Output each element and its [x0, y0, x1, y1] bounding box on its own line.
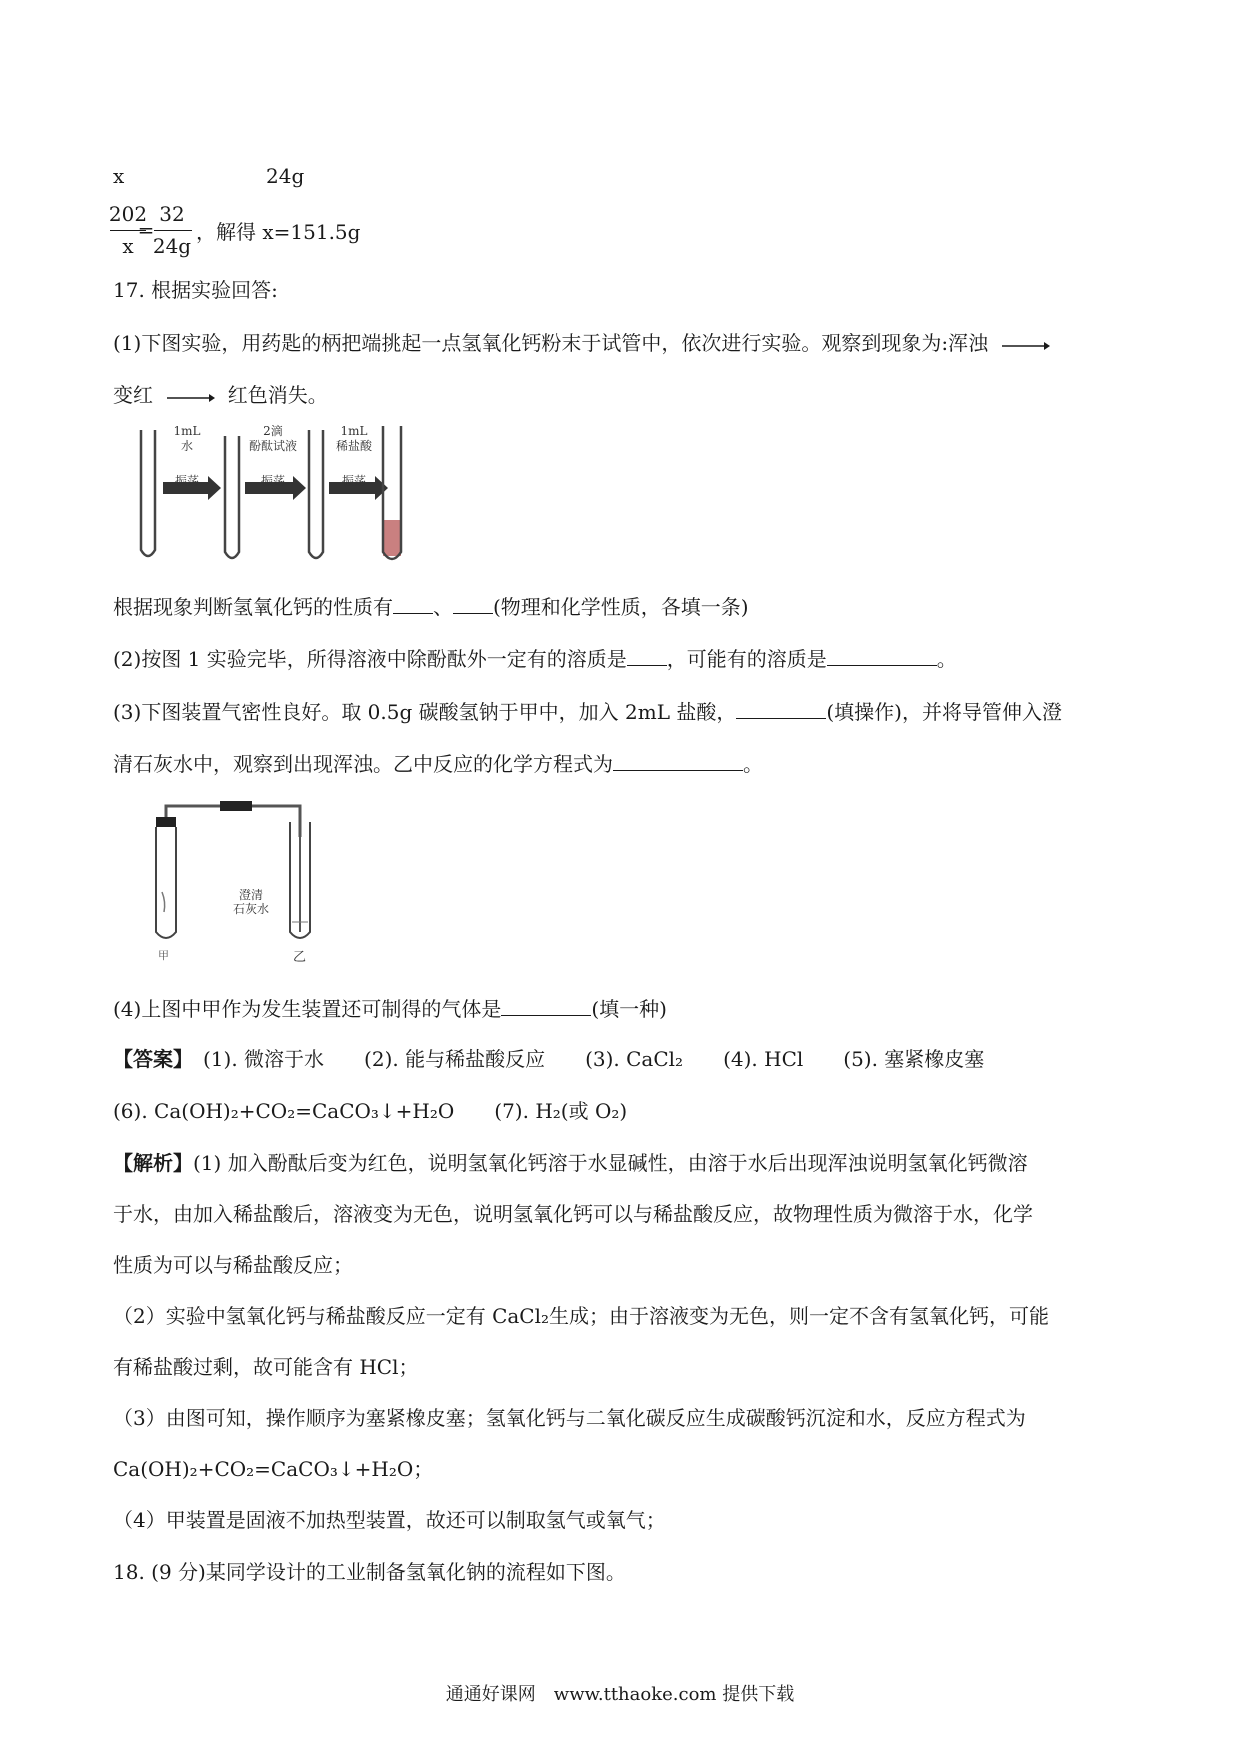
calc-result: ，解得 x=151.5g: [196, 220, 361, 244]
q17-p2: [113, 645, 957, 671]
answer-blank[interactable]: [501, 995, 591, 1016]
q17-p2-text-a: (2)按图 1 实验完毕，所得溶液中除酚酞外一定有的溶质是: [113, 647, 627, 671]
step-2-labels: [243, 424, 303, 489]
step-2-reagent: 酚酞试液: [248, 439, 297, 453]
analysis-label: 【解析】: [113, 1151, 193, 1175]
label-yi: 乙: [293, 950, 307, 965]
limewater-label: [226, 888, 276, 916]
q17-p1-red-disappears: 红色消失。: [227, 383, 328, 407]
calc-x-label: x: [113, 164, 125, 188]
q17-p1-question: [113, 593, 749, 619]
answer-blank[interactable]: [393, 593, 433, 614]
analysis-text-1: (1) 加入酚酞后变为红色，说明氢氧化钙溶于水显碱性，由溶于水后出现浑浊说明氢氧化钙微溶: [193, 1151, 1028, 1175]
q17-p3-text-b: (填操作)，并将导管伸入澄: [826, 700, 1062, 724]
figure-apparatus: [140, 792, 340, 967]
answer-blank[interactable]: [736, 698, 826, 719]
step-1-labels: [167, 424, 207, 489]
q17-p3-text-a: (3)下图装置气密性良好。取 0.5g 碳酸氢钠于甲中，加入 2mL 盐酸，: [113, 700, 737, 724]
q17-p3-line1: [113, 698, 1062, 724]
q17-p4-text-a: (4)上图中甲作为发生装置还可制得的气体是: [113, 997, 502, 1021]
answer-line2: (6). Ca(OH)₂+CO₂=CaCO₃↓+H₂O (7). H₂(或 O₂): [113, 1099, 628, 1123]
analysis-line1: [113, 1151, 1028, 1175]
limewater-label-line2: 石灰水: [232, 902, 269, 916]
limewater-label-line1: 澄清: [238, 888, 263, 902]
step-3-labels: [331, 424, 377, 489]
fraction-1-denominator: x: [122, 234, 134, 258]
analysis-line7: Ca(OH)₂+CO₂=CaCO₃↓+H₂O；: [113, 1457, 434, 1481]
step-1-action: 振荡: [174, 474, 199, 488]
q17-p1-question-sep: 、: [433, 595, 453, 619]
q17-p2-text-c: 。: [936, 647, 957, 671]
q17-p3-text-c: 清石灰水中，观察到出现浑浊。乙中反应的化学方程式为: [113, 752, 613, 776]
calc-mass: 24g: [266, 164, 305, 188]
analysis-line4: （2）实验中氢氧化钙与稀盐酸反应一定有 CaCl₂生成；由于溶液变为无色，则一定不含有氢氧化钙，可能: [113, 1304, 1050, 1328]
answer-blank[interactable]: [827, 645, 937, 666]
q17-p1-text: (1)下图实验，用药匙的柄把端挑起一点氢氧化钙粉末于试管中，依次进行实验。观察到现象为:浑浊: [113, 331, 989, 355]
q17-p4: [113, 995, 667, 1021]
step-3-reagent: 稀盐酸: [335, 439, 372, 453]
q17-title: 17. 根据实验回答:: [113, 278, 278, 302]
q17-p3-line2: [113, 750, 763, 776]
step-3-volume: 1mL: [340, 424, 368, 438]
answer-items-1: (1). 微溶于水 (2). 能与稀盐酸反应 (3). CaCl₂ (4). HCl (5). 塞紧橡皮塞: [203, 1047, 985, 1071]
red-solution: [383, 520, 401, 556]
analysis-line5: 有稀盐酸过剩，故可能含有 HCl；: [113, 1355, 419, 1379]
figure-test-tubes: [113, 420, 473, 570]
fraction-2-denominator: 24g: [152, 234, 192, 258]
analysis-line6: （3）由图可知，操作顺序为塞紧橡皮塞；氢氧化钙与二氧化碳反应生成碳酸钙沉淀和水，反应方程式为: [113, 1406, 1026, 1430]
rubber-connector: [220, 801, 252, 811]
step-2-action: 振荡: [260, 474, 285, 488]
answer-blank[interactable]: [613, 750, 743, 771]
q17-p3-text-d: 。: [743, 752, 763, 776]
q17-p2-text-b: ，可能有的溶质是: [666, 647, 827, 671]
step-2-volume: 2滴: [263, 424, 283, 438]
page-footer: 通通好课网 www.tthaoke.com 提供下载: [445, 1684, 795, 1705]
q17-p1-line2: [113, 383, 328, 407]
test-tube-jia: [156, 827, 176, 938]
q17-p1-red-text: 变红: [113, 383, 153, 407]
step-3-action: 振荡: [341, 474, 366, 488]
fraction-2-numerator: 32: [159, 202, 185, 226]
answer-blank[interactable]: [627, 645, 667, 666]
test-tube-3: [309, 430, 323, 558]
fraction-1-numerator: 202: [108, 202, 148, 226]
gas-apparatus: [140, 792, 340, 967]
arrow-icon: [1000, 338, 1050, 352]
analysis-line8: （4）甲装置是固液不加热型装置，故还可以制取氢气或氧气；: [113, 1508, 666, 1532]
answer-label: 【答案】: [113, 1047, 183, 1071]
answer-blank[interactable]: [453, 593, 493, 614]
arrow-icon: [165, 390, 215, 404]
test-tube-2: [225, 436, 239, 558]
fraction-2-bar: [154, 230, 192, 231]
fraction-equals: =: [137, 218, 155, 242]
q17-p4-text-b: (填一种): [591, 997, 667, 1021]
label-jia: 甲: [158, 949, 169, 962]
q17-p1-question-note: (物理和化学性质，各填一条): [493, 595, 749, 619]
rubber-stopper: [156, 817, 176, 827]
test-tube-1: [141, 430, 155, 556]
analysis-line2: 于水，由加入稀盐酸后，溶液变为无色，说明氢氧化钙可以与稀盐酸反应，故物理性质为微溶于水，化学: [113, 1202, 1033, 1226]
q17-p1-line1: [113, 331, 1056, 355]
analysis-line3: 性质为可以与稀盐酸反应；: [113, 1253, 353, 1277]
step-1-volume: 1mL: [173, 424, 201, 438]
answer-line1: [113, 1047, 984, 1071]
step-1-reagent: 水: [180, 439, 193, 453]
q18-title: 18. (9 分)某同学设计的工业制备氢氧化钠的流程如下图。: [113, 1560, 626, 1584]
q17-p1-question-text: 根据现象判断氢氧化钙的性质有: [113, 595, 393, 619]
